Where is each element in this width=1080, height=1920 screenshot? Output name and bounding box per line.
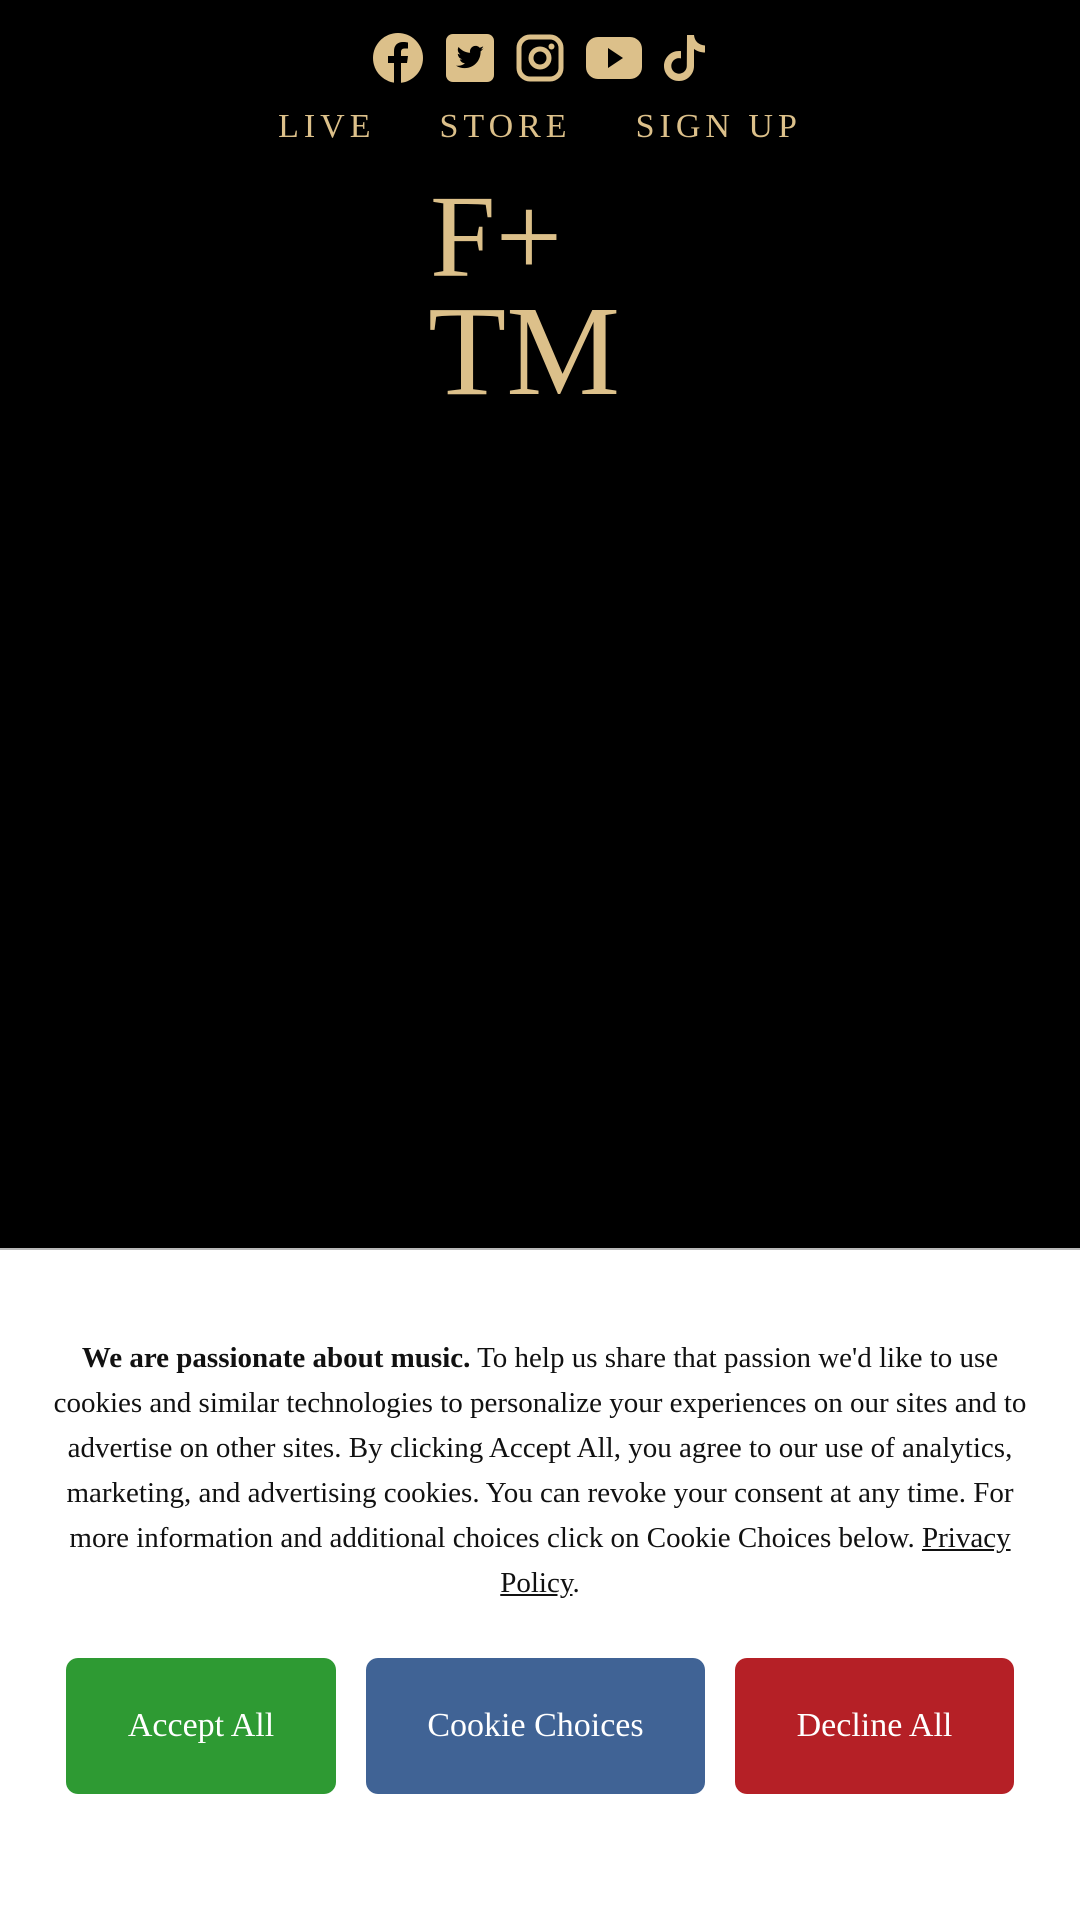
social-links bbox=[0, 32, 1080, 84]
accept-all-button[interactable]: Accept All bbox=[66, 1658, 336, 1794]
cookie-body: To help us share that passion we'd like to use cookies and similar technologies to personalize your experiences on our sites and to advertise on other sites. By clicking Accept All, you agree to our use of analytics, marketing, and advertising cookies. You can revoke your consent at any time. For more information and additional choices click on Cookie Choices below. bbox=[53, 1342, 1027, 1554]
logo-line-2: TM bbox=[428, 280, 620, 412]
band-logo[interactable] bbox=[420, 172, 660, 412]
instagram-icon[interactable] bbox=[516, 32, 564, 84]
nav-live[interactable]: LIVE bbox=[278, 108, 376, 145]
tiktok-icon[interactable] bbox=[664, 32, 708, 84]
nav-store[interactable]: STORE bbox=[439, 108, 572, 145]
cookie-message bbox=[40, 1336, 1040, 1606]
youtube-icon[interactable] bbox=[586, 32, 642, 84]
twitter-icon[interactable] bbox=[446, 32, 494, 84]
main-nav bbox=[0, 108, 1080, 146]
facebook-icon[interactable] bbox=[372, 32, 424, 84]
decline-all-button[interactable]: Decline All bbox=[735, 1658, 1014, 1794]
logo-line-1: F+ bbox=[430, 172, 563, 302]
cookie-choices-button[interactable]: Cookie Choices bbox=[366, 1658, 705, 1794]
cookie-period: . bbox=[572, 1567, 580, 1599]
nav-sign-up[interactable]: SIGN UP bbox=[635, 108, 802, 145]
cookie-lead: We are passionate about music. bbox=[81, 1342, 471, 1374]
cookie-banner bbox=[0, 1248, 1080, 1920]
privacy-policy-link[interactable]: Privacy Policy bbox=[500, 1522, 1011, 1599]
